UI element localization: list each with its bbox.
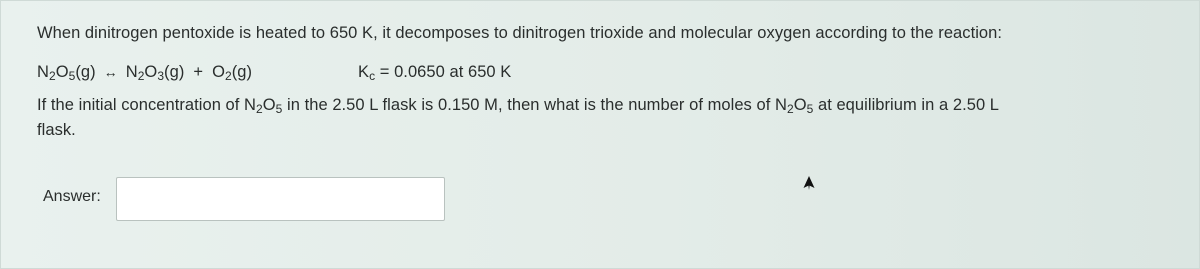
plus-sign: + <box>193 63 204 81</box>
equilibrium-arrow-icon: ↔ <box>103 64 118 80</box>
product2-formula: $O_2(g)$ <box>212 63 253 83</box>
product1-formula: $N_2O_3(g)$ <box>125 63 185 83</box>
answer-input[interactable] <box>116 177 445 221</box>
question-intro: When dinitrogen pentoxide is heated to 650 K, it decomposes to dinitrogen trioxide and molecular oxygen according to the reaction: <box>37 24 1003 42</box>
question-prompt: If the initial concentration of $N_2O_5$ in the 2.50 L flask is 0.150 M, then what is the number of moles of $N_2O_5$ at equilibrium in a 2.50 L <box>37 96 1000 116</box>
answer-label: Answer: <box>43 188 101 205</box>
question-prompt-continued: flask. <box>37 121 76 139</box>
reaction-equation <box>37 63 252 82</box>
equilibrium-constant: $K_c = 0.0650$ at 650 K <box>358 63 512 83</box>
mouse-pointer-icon <box>802 175 816 191</box>
reactant-formula: $N_2O_5(g)$ <box>37 63 96 83</box>
